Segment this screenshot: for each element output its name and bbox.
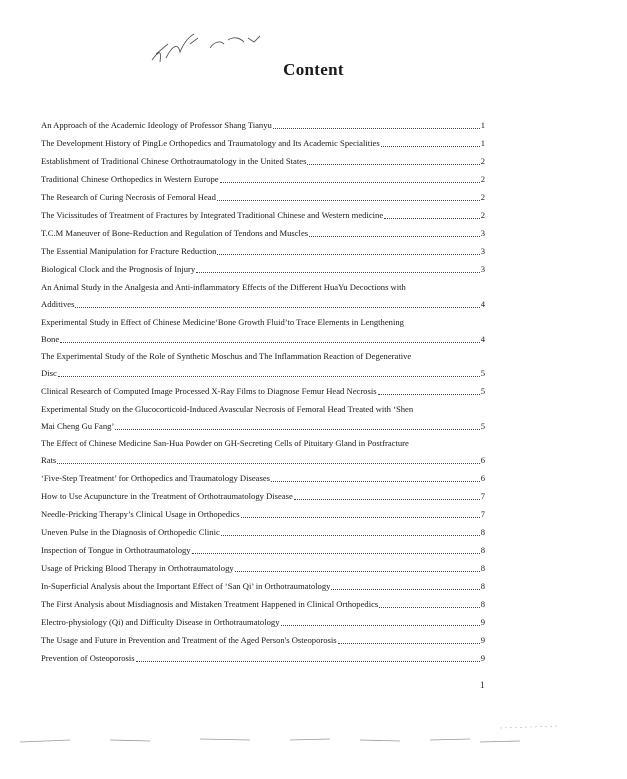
dot-leader [338, 643, 480, 644]
toc-entry-title: Traditional Chinese Orthopedics in Western Europe [41, 174, 219, 184]
toc-entry [41, 120, 485, 131]
toc-entry-page: 9 [480, 652, 485, 663]
toc-entry-page: 5 [480, 368, 485, 378]
toc-entry-title-line2: Rats [41, 455, 57, 465]
toc-entry [41, 563, 485, 574]
toc-entry-page: 7 [480, 508, 485, 519]
dot-leader [241, 517, 480, 518]
dot-leader [384, 218, 480, 219]
toc-entry-title-line1: The Effect of Chinese Medicine San-Hua Powder on GH-Secreting Cells of Pituitary Gland in Postfracture [41, 438, 409, 448]
dot-leader [378, 394, 480, 395]
toc-entry [41, 264, 485, 275]
toc-entry [41, 599, 485, 610]
toc-entry-title-line1: An Animal Study in the Analgesia and Anti-inflammatory Effects of the Different HuaYu Decoctions with [41, 282, 406, 292]
toc-entry-page: 3 [480, 264, 485, 274]
toc-entry [41, 473, 485, 484]
toc-entry-title-line2: Mai Cheng Gu Fang’ [41, 420, 115, 431]
toc-entry-title: T.C.M Maneuver of Bone-Reduction and Regulation of Tendons and Muscles [41, 228, 309, 238]
dot-leader [379, 607, 479, 608]
toc-entry [41, 491, 485, 502]
toc-entry [41, 617, 485, 628]
toc-entry [41, 192, 485, 203]
toc-entry-page: 1 [480, 138, 485, 148]
dot-leader [271, 481, 480, 482]
toc-entry-page: 2 [480, 192, 485, 202]
dot-leader [192, 553, 480, 554]
toc-entry-title: How to Use Acupuncture in the Treatment of Orthotraumatology Disease [41, 490, 293, 501]
toc-entry-title-line1: The Experimental Study of the Role of Synthetic Moschus and The Inflammation Reaction of Degenerative [41, 351, 412, 361]
toc-entry [41, 138, 485, 149]
toc-entry [41, 174, 485, 185]
toc-entry-title: Electro-physiology (Qi) and Difficulty Disease in Orthotraumatology [41, 616, 280, 627]
dot-leader [331, 589, 479, 590]
dot-leader [281, 625, 480, 626]
toc-entry-page: 6 [480, 472, 485, 483]
toc-entry-title: In-Superficial Analysis about the Important Effect of ‘San Qi’ in Orthotraumatology [41, 580, 331, 591]
toc-entry-title: The First Analysis about Misdiagnosis and Mistaken Treatment Happened in Clinical Orthopedics [41, 598, 379, 609]
toc-entry-page: 8 [480, 562, 485, 573]
toc-entry-title: Uneven Pulse in the Diagnosis of Orthopedic Clinic [41, 526, 220, 537]
dot-leader [60, 342, 480, 343]
toc-entry-title: Biological Clock and the Prognosis of Injury [41, 264, 196, 274]
toc-entry [41, 581, 485, 592]
toc-entry-page: 1 [480, 120, 485, 130]
toc-entry-title: Needle-Pricking Therapy’s Clinical Usage in Orthopedics [41, 508, 240, 519]
toc-entry-title: The Development History of PingLe Orthopedics and Traumatology and Its Academic Specialities [41, 138, 380, 148]
toc-entry-page: 6 [480, 455, 485, 465]
toc-entry [41, 282, 485, 310]
dot-leader [273, 128, 480, 129]
toc-entry-title-line1: Experimental Study in Effect of Chinese Medicine‘Bone Growth Fluid’to Trace Elements in Lengthening [41, 316, 404, 327]
toc-entry-page: 8 [480, 598, 485, 609]
toc-entry-title: Establishment of Traditional Chinese Orthotraumatology in the United States [41, 156, 307, 166]
toc-entry-title-line2: Additives [41, 299, 75, 309]
scan-artifacts [0, 700, 627, 779]
dot-leader [196, 272, 480, 273]
toc-entry-page: 3 [480, 228, 485, 238]
dot-leader [309, 236, 480, 237]
dot-leader [217, 200, 480, 201]
toc-entry [41, 210, 485, 221]
toc-entry-page: 8 [480, 526, 485, 537]
toc-entry-title-line1: Experimental Study on the Glucocorticoid-Induced Avascular Necrosis of Femoral Head Treated with ‘Shen [41, 403, 414, 414]
toc-entry-page: 9 [480, 634, 485, 645]
toc-entry-page: 3 [480, 246, 485, 256]
toc-entry [41, 228, 485, 239]
dot-leader [220, 182, 480, 183]
toc-entry-page: 2 [480, 156, 485, 166]
dot-leader [381, 146, 480, 147]
toc-entry-page: 4 [480, 333, 485, 344]
toc-entry-title: The Research of Curing Necrosis of Femoral Head [41, 192, 216, 202]
toc-entry-title: Clinical Research of Computed Image Processed X-Ray Films to Diagnose Femur Head Necrosis [41, 385, 377, 396]
toc-entry [41, 386, 485, 397]
toc-entry-title: The Vicissitudes of Treatment of Fractures by Integrated Traditional Chinese and Western medicine [41, 210, 384, 220]
toc-entry-title: An Approach of the Academic Ideology of Professor Shang Tianyu [41, 120, 272, 130]
dot-leader [221, 535, 480, 536]
toc-entry [41, 246, 485, 257]
dot-leader [235, 571, 480, 572]
dot-leader [58, 376, 480, 377]
toc-entry [41, 404, 485, 432]
dot-leader [115, 429, 479, 430]
dot-leader [57, 463, 479, 464]
toc-entry-page: 7 [480, 490, 485, 501]
toc-entry-page: 9 [480, 616, 485, 627]
toc-entry-title: Prevention of Osteoporosis [41, 652, 135, 663]
toc-entry [41, 156, 485, 167]
toc-entry-title: Inspection of Tongue in Orthotraumatology [41, 544, 191, 555]
toc-entry-title: Usage of Pricking Blood Therapy in Orthotraumatology [41, 562, 234, 573]
toc-entry [41, 545, 485, 556]
toc-entry-page: 5 [480, 420, 485, 431]
toc-entry-title: ‘Five-Step Treatment’ for Orthopedics and Traumatology Diseases [41, 472, 270, 483]
dot-leader [294, 499, 480, 500]
dot-leader [136, 661, 480, 662]
toc-entry-page: 2 [480, 174, 485, 184]
page-number: 1 [480, 680, 485, 690]
toc-entry [41, 635, 485, 646]
toc-entry [41, 653, 485, 664]
dot-leader [217, 254, 479, 255]
toc-entry-title: The Essential Manipulation for Fracture Reduction [41, 246, 217, 256]
toc-entry [41, 351, 485, 379]
toc-entry [41, 509, 485, 520]
toc-entry-title: The Usage and Future in Prevention and Treatment of the Aged Person's Osteoporosis [41, 634, 337, 645]
dot-leader [307, 164, 479, 165]
toc-entry [41, 438, 485, 466]
toc-entry-page: 2 [480, 210, 485, 220]
toc-entry-title-line2: Bone [41, 333, 60, 344]
toc-entry-page: 4 [480, 299, 485, 309]
toc-entry-page: 8 [480, 580, 485, 591]
toc-entry [41, 527, 485, 538]
toc-entry [41, 317, 485, 345]
page-title: Content [283, 60, 344, 79]
toc-entry-title-line2: Disc [41, 368, 57, 378]
dot-leader [75, 307, 479, 308]
toc-entry-page: 8 [480, 544, 485, 555]
toc-entry-page: 5 [480, 385, 485, 396]
